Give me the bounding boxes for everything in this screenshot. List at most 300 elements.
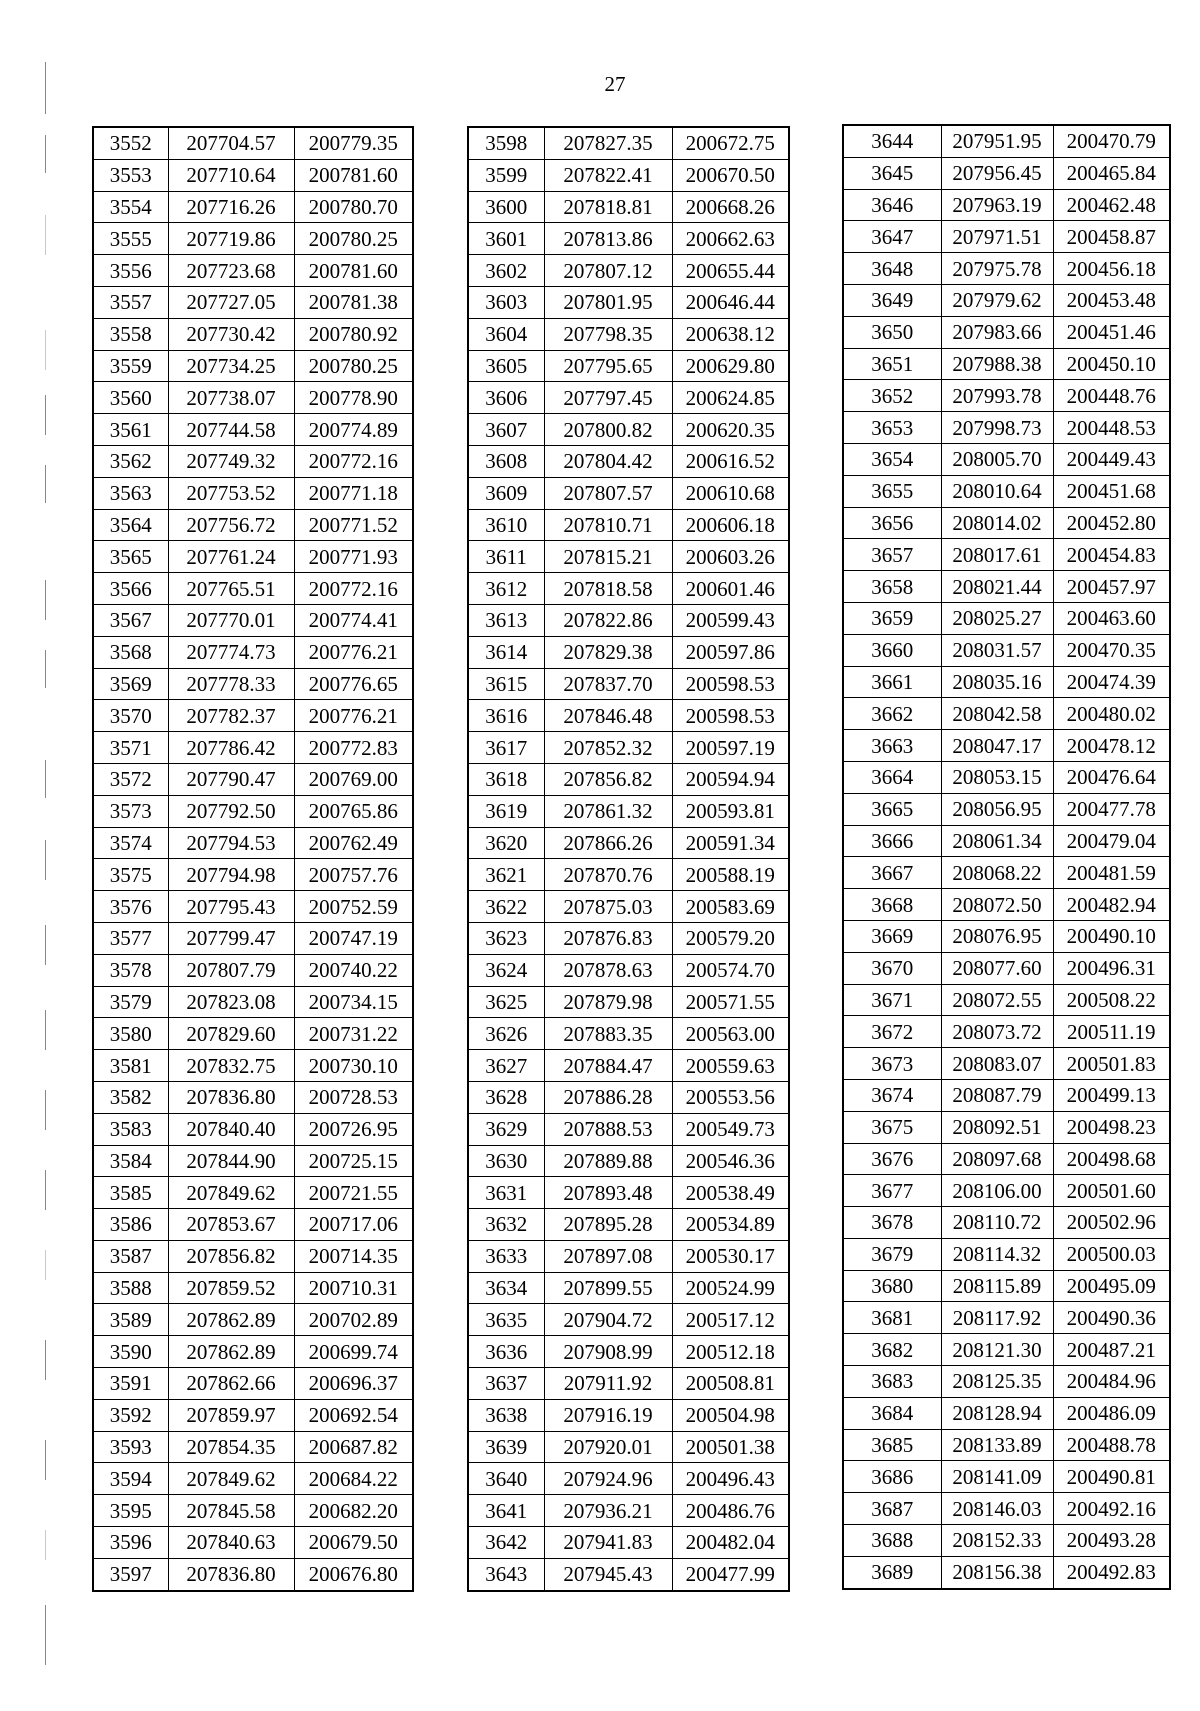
x-coordinate-cell: 207983.66 bbox=[941, 316, 1053, 348]
y-coordinate-cell: 200501.38 bbox=[672, 1431, 789, 1463]
point-id-cell: 3611 bbox=[468, 541, 544, 573]
point-id-cell: 3628 bbox=[468, 1081, 544, 1113]
margin-mark bbox=[45, 395, 46, 435]
x-coordinate-cell: 207854.35 bbox=[168, 1431, 294, 1463]
margin-mark bbox=[45, 1340, 46, 1380]
point-id-cell: 3659 bbox=[843, 602, 941, 634]
point-id-cell: 3605 bbox=[468, 350, 544, 382]
table-row bbox=[843, 1556, 1170, 1588]
y-coordinate-cell: 200687.82 bbox=[294, 1431, 413, 1463]
y-coordinate-cell: 200508.22 bbox=[1053, 984, 1170, 1016]
y-coordinate-cell: 200490.36 bbox=[1053, 1302, 1170, 1334]
table-row bbox=[93, 1240, 413, 1272]
x-coordinate-cell: 207798.35 bbox=[544, 318, 672, 350]
x-coordinate-cell: 207856.82 bbox=[544, 763, 672, 795]
y-coordinate-cell: 200730.10 bbox=[294, 1050, 413, 1082]
x-coordinate-cell: 207897.08 bbox=[544, 1240, 672, 1272]
y-coordinate-cell: 200500.03 bbox=[1053, 1238, 1170, 1270]
table-row bbox=[468, 1018, 789, 1050]
y-coordinate-cell: 200765.86 bbox=[294, 795, 413, 827]
point-id-cell: 3676 bbox=[843, 1143, 941, 1175]
y-coordinate-cell: 200451.46 bbox=[1053, 316, 1170, 348]
table-row bbox=[843, 1525, 1170, 1557]
y-coordinate-cell: 200676.80 bbox=[294, 1558, 413, 1590]
table-row bbox=[843, 1111, 1170, 1143]
x-coordinate-cell: 207792.50 bbox=[168, 795, 294, 827]
x-coordinate-cell: 207861.32 bbox=[544, 795, 672, 827]
x-coordinate-cell: 208010.64 bbox=[941, 475, 1053, 507]
point-id-cell: 3635 bbox=[468, 1304, 544, 1336]
margin-mark bbox=[45, 1250, 46, 1280]
y-coordinate-cell: 200779.35 bbox=[294, 127, 413, 159]
y-coordinate-cell: 200762.49 bbox=[294, 827, 413, 859]
table-row bbox=[843, 730, 1170, 762]
x-coordinate-cell: 207782.37 bbox=[168, 700, 294, 732]
table-row bbox=[93, 859, 413, 891]
point-id-cell: 3608 bbox=[468, 445, 544, 477]
y-coordinate-cell: 200549.73 bbox=[672, 1113, 789, 1145]
table-row bbox=[843, 1461, 1170, 1493]
table-row bbox=[93, 763, 413, 795]
table-row bbox=[468, 1240, 789, 1272]
table-row bbox=[93, 223, 413, 255]
table-row bbox=[843, 698, 1170, 730]
y-coordinate-cell: 200731.22 bbox=[294, 1018, 413, 1050]
point-id-cell: 3675 bbox=[843, 1111, 941, 1143]
table-row bbox=[468, 1081, 789, 1113]
x-coordinate-cell: 208114.32 bbox=[941, 1238, 1053, 1270]
table-row bbox=[93, 286, 413, 318]
y-coordinate-cell: 200610.68 bbox=[672, 477, 789, 509]
x-coordinate-cell: 207815.21 bbox=[544, 541, 672, 573]
y-coordinate-cell: 200512.18 bbox=[672, 1336, 789, 1368]
table-row bbox=[93, 1209, 413, 1241]
y-coordinate-cell: 200498.23 bbox=[1053, 1111, 1170, 1143]
point-id-cell: 3632 bbox=[468, 1209, 544, 1241]
x-coordinate-cell: 207956.45 bbox=[941, 157, 1053, 189]
point-id-cell: 3646 bbox=[843, 189, 941, 221]
y-coordinate-cell: 200482.04 bbox=[672, 1527, 789, 1559]
table-row bbox=[843, 1366, 1170, 1398]
x-coordinate-cell: 207716.26 bbox=[168, 191, 294, 223]
point-id-cell: 3657 bbox=[843, 539, 941, 571]
point-id-cell: 3569 bbox=[93, 668, 168, 700]
y-coordinate-cell: 200597.86 bbox=[672, 636, 789, 668]
x-coordinate-cell: 207911.92 bbox=[544, 1368, 672, 1400]
point-id-cell: 3684 bbox=[843, 1397, 941, 1429]
point-id-cell: 3653 bbox=[843, 412, 941, 444]
x-coordinate-cell: 207804.42 bbox=[544, 445, 672, 477]
x-coordinate-cell: 207807.12 bbox=[544, 255, 672, 287]
table-row bbox=[468, 1209, 789, 1241]
y-coordinate-cell: 200490.81 bbox=[1053, 1461, 1170, 1493]
x-coordinate-cell: 207770.01 bbox=[168, 604, 294, 636]
table-row bbox=[843, 1493, 1170, 1525]
x-coordinate-cell: 208117.92 bbox=[941, 1302, 1053, 1334]
margin-mark bbox=[45, 1530, 46, 1560]
table-row bbox=[843, 539, 1170, 571]
x-coordinate-cell: 208115.89 bbox=[941, 1270, 1053, 1302]
y-coordinate-cell: 200477.99 bbox=[672, 1558, 789, 1590]
point-id-cell: 3621 bbox=[468, 859, 544, 891]
point-id-cell: 3557 bbox=[93, 286, 168, 318]
point-id-cell: 3602 bbox=[468, 255, 544, 287]
point-id-cell: 3618 bbox=[468, 763, 544, 795]
y-coordinate-cell: 200717.06 bbox=[294, 1209, 413, 1241]
point-id-cell: 3554 bbox=[93, 191, 168, 223]
point-id-cell: 3556 bbox=[93, 255, 168, 287]
page-number: 27 bbox=[604, 72, 626, 96]
x-coordinate-cell: 208072.50 bbox=[941, 889, 1053, 921]
table-row bbox=[93, 1272, 413, 1304]
x-coordinate-cell: 207893.48 bbox=[544, 1177, 672, 1209]
point-id-cell: 3597 bbox=[93, 1558, 168, 1590]
margin-mark bbox=[45, 135, 46, 173]
y-coordinate-cell: 200559.63 bbox=[672, 1050, 789, 1082]
point-id-cell: 3689 bbox=[843, 1556, 941, 1588]
y-coordinate-cell: 200495.09 bbox=[1053, 1270, 1170, 1302]
x-coordinate-cell: 208073.72 bbox=[941, 1016, 1053, 1048]
table-row bbox=[468, 922, 789, 954]
table-row bbox=[843, 1397, 1170, 1429]
x-coordinate-cell: 207971.51 bbox=[941, 221, 1053, 253]
table-row bbox=[468, 159, 789, 191]
y-coordinate-cell: 200662.63 bbox=[672, 223, 789, 255]
table-row bbox=[468, 1463, 789, 1495]
x-coordinate-cell: 207829.38 bbox=[544, 636, 672, 668]
table-row bbox=[93, 318, 413, 350]
point-id-cell: 3577 bbox=[93, 922, 168, 954]
point-id-cell: 3633 bbox=[468, 1240, 544, 1272]
x-coordinate-cell: 207846.48 bbox=[544, 700, 672, 732]
y-coordinate-cell: 200571.55 bbox=[672, 986, 789, 1018]
table-row bbox=[93, 1495, 413, 1527]
x-coordinate-cell: 207734.25 bbox=[168, 350, 294, 382]
table-row bbox=[843, 475, 1170, 507]
point-id-cell: 3630 bbox=[468, 1145, 544, 1177]
point-id-cell: 3683 bbox=[843, 1366, 941, 1398]
table-row bbox=[843, 1048, 1170, 1080]
point-id-cell: 3673 bbox=[843, 1048, 941, 1080]
point-id-cell: 3612 bbox=[468, 573, 544, 605]
table-row bbox=[843, 1238, 1170, 1270]
x-coordinate-cell: 208087.79 bbox=[941, 1079, 1053, 1111]
table-row bbox=[843, 920, 1170, 952]
point-id-cell: 3636 bbox=[468, 1336, 544, 1368]
x-coordinate-cell: 207849.62 bbox=[168, 1463, 294, 1495]
y-coordinate-cell: 200752.59 bbox=[294, 891, 413, 923]
table-row bbox=[843, 1175, 1170, 1207]
y-coordinate-cell: 200780.92 bbox=[294, 318, 413, 350]
y-coordinate-cell: 200776.21 bbox=[294, 636, 413, 668]
y-coordinate-cell: 200598.53 bbox=[672, 700, 789, 732]
table-row bbox=[93, 445, 413, 477]
point-id-cell: 3622 bbox=[468, 891, 544, 923]
x-coordinate-cell: 208076.95 bbox=[941, 920, 1053, 952]
point-id-cell: 3651 bbox=[843, 348, 941, 380]
point-id-cell: 3643 bbox=[468, 1558, 544, 1590]
point-id-cell: 3680 bbox=[843, 1270, 941, 1302]
x-coordinate-cell: 207840.63 bbox=[168, 1527, 294, 1559]
x-coordinate-cell: 207801.95 bbox=[544, 286, 672, 318]
point-id-cell: 3625 bbox=[468, 986, 544, 1018]
point-id-cell: 3669 bbox=[843, 920, 941, 952]
x-coordinate-cell: 208128.94 bbox=[941, 1397, 1053, 1429]
table-row bbox=[93, 1113, 413, 1145]
point-id-cell: 3641 bbox=[468, 1495, 544, 1527]
point-id-cell: 3613 bbox=[468, 604, 544, 636]
point-id-cell: 3593 bbox=[93, 1431, 168, 1463]
x-coordinate-cell: 207908.99 bbox=[544, 1336, 672, 1368]
point-id-cell: 3610 bbox=[468, 509, 544, 541]
point-id-cell: 3573 bbox=[93, 795, 168, 827]
x-coordinate-cell: 207993.78 bbox=[941, 380, 1053, 412]
y-coordinate-cell: 200458.87 bbox=[1053, 221, 1170, 253]
table-row bbox=[468, 859, 789, 891]
table-row bbox=[468, 1558, 789, 1590]
point-id-cell: 3576 bbox=[93, 891, 168, 923]
y-coordinate-cell: 200465.84 bbox=[1053, 157, 1170, 189]
y-coordinate-cell: 200538.49 bbox=[672, 1177, 789, 1209]
table-row bbox=[843, 761, 1170, 793]
y-coordinate-cell: 200470.79 bbox=[1053, 125, 1170, 157]
x-coordinate-cell: 207778.33 bbox=[168, 668, 294, 700]
table-row bbox=[468, 763, 789, 795]
table-row bbox=[93, 1336, 413, 1368]
x-coordinate-cell: 207936.21 bbox=[544, 1495, 672, 1527]
y-coordinate-cell: 200714.35 bbox=[294, 1240, 413, 1272]
table-row bbox=[93, 891, 413, 923]
point-id-cell: 3678 bbox=[843, 1207, 941, 1239]
x-coordinate-cell: 207753.52 bbox=[168, 477, 294, 509]
table-row bbox=[93, 1399, 413, 1431]
table-row bbox=[843, 253, 1170, 285]
point-id-cell: 3582 bbox=[93, 1081, 168, 1113]
point-id-cell: 3570 bbox=[93, 700, 168, 732]
point-id-cell: 3626 bbox=[468, 1018, 544, 1050]
x-coordinate-cell: 208014.02 bbox=[941, 507, 1053, 539]
point-id-cell: 3671 bbox=[843, 984, 941, 1016]
x-coordinate-cell: 207818.81 bbox=[544, 191, 672, 223]
point-id-cell: 3629 bbox=[468, 1113, 544, 1145]
y-coordinate-cell: 200638.12 bbox=[672, 318, 789, 350]
point-id-cell: 3649 bbox=[843, 284, 941, 316]
point-id-cell: 3561 bbox=[93, 414, 168, 446]
y-coordinate-cell: 200629.80 bbox=[672, 350, 789, 382]
y-coordinate-cell: 200771.52 bbox=[294, 509, 413, 541]
y-coordinate-cell: 200448.53 bbox=[1053, 412, 1170, 444]
table-row bbox=[468, 1050, 789, 1082]
y-coordinate-cell: 200769.00 bbox=[294, 763, 413, 795]
point-id-cell: 3686 bbox=[843, 1461, 941, 1493]
x-coordinate-cell: 207807.79 bbox=[168, 954, 294, 986]
x-coordinate-cell: 207822.41 bbox=[544, 159, 672, 191]
y-coordinate-cell: 200451.68 bbox=[1053, 475, 1170, 507]
table-row bbox=[843, 666, 1170, 698]
x-coordinate-cell: 207884.47 bbox=[544, 1050, 672, 1082]
table-row bbox=[468, 700, 789, 732]
point-id-cell: 3665 bbox=[843, 793, 941, 825]
y-coordinate-cell: 200452.80 bbox=[1053, 507, 1170, 539]
margin-mark bbox=[45, 1605, 46, 1665]
point-id-cell: 3600 bbox=[468, 191, 544, 223]
table-row bbox=[468, 1495, 789, 1527]
point-id-cell: 3563 bbox=[93, 477, 168, 509]
y-coordinate-cell: 200511.19 bbox=[1053, 1016, 1170, 1048]
y-coordinate-cell: 200524.99 bbox=[672, 1272, 789, 1304]
table-row bbox=[468, 891, 789, 923]
y-coordinate-cell: 200481.59 bbox=[1053, 857, 1170, 889]
point-id-cell: 3663 bbox=[843, 730, 941, 762]
x-coordinate-cell: 207832.75 bbox=[168, 1050, 294, 1082]
margin-mark bbox=[45, 62, 46, 114]
point-id-cell: 3623 bbox=[468, 922, 544, 954]
x-coordinate-cell: 207951.95 bbox=[941, 125, 1053, 157]
x-coordinate-cell: 207774.73 bbox=[168, 636, 294, 668]
table-row bbox=[468, 541, 789, 573]
x-coordinate-cell: 208146.03 bbox=[941, 1493, 1053, 1525]
point-id-cell: 3677 bbox=[843, 1175, 941, 1207]
table-row bbox=[468, 414, 789, 446]
table-row bbox=[93, 414, 413, 446]
point-id-cell: 3688 bbox=[843, 1525, 941, 1557]
table-row bbox=[468, 1399, 789, 1431]
y-coordinate-cell: 200502.96 bbox=[1053, 1207, 1170, 1239]
point-id-cell: 3572 bbox=[93, 763, 168, 795]
y-coordinate-cell: 200463.60 bbox=[1053, 602, 1170, 634]
y-coordinate-cell: 200474.39 bbox=[1053, 666, 1170, 698]
y-coordinate-cell: 200740.22 bbox=[294, 954, 413, 986]
y-coordinate-cell: 200496.31 bbox=[1053, 952, 1170, 984]
point-id-cell: 3656 bbox=[843, 507, 941, 539]
y-coordinate-cell: 200757.76 bbox=[294, 859, 413, 891]
point-id-cell: 3567 bbox=[93, 604, 168, 636]
point-id-cell: 3682 bbox=[843, 1334, 941, 1366]
point-id-cell: 3670 bbox=[843, 952, 941, 984]
point-id-cell: 3552 bbox=[93, 127, 168, 159]
point-id-cell: 3575 bbox=[93, 859, 168, 891]
x-coordinate-cell: 207818.58 bbox=[544, 573, 672, 605]
y-coordinate-cell: 200771.18 bbox=[294, 477, 413, 509]
point-id-cell: 3581 bbox=[93, 1050, 168, 1082]
x-coordinate-cell: 207866.26 bbox=[544, 827, 672, 859]
point-id-cell: 3619 bbox=[468, 795, 544, 827]
y-coordinate-cell: 200449.43 bbox=[1053, 443, 1170, 475]
point-id-cell: 3558 bbox=[93, 318, 168, 350]
y-coordinate-cell: 200453.48 bbox=[1053, 284, 1170, 316]
y-coordinate-cell: 200781.38 bbox=[294, 286, 413, 318]
x-coordinate-cell: 207765.51 bbox=[168, 573, 294, 605]
y-coordinate-cell: 200624.85 bbox=[672, 382, 789, 414]
x-coordinate-cell: 207920.01 bbox=[544, 1431, 672, 1463]
y-coordinate-cell: 200488.78 bbox=[1053, 1429, 1170, 1461]
y-coordinate-cell: 200456.18 bbox=[1053, 253, 1170, 285]
x-coordinate-cell: 207941.83 bbox=[544, 1527, 672, 1559]
x-coordinate-cell: 208097.68 bbox=[941, 1143, 1053, 1175]
table-row bbox=[843, 571, 1170, 603]
table-row bbox=[843, 793, 1170, 825]
point-id-cell: 3639 bbox=[468, 1431, 544, 1463]
y-coordinate-cell: 200477.78 bbox=[1053, 793, 1170, 825]
table-row bbox=[93, 255, 413, 287]
table-row bbox=[468, 1177, 789, 1209]
table-row bbox=[468, 954, 789, 986]
table-row bbox=[93, 795, 413, 827]
y-coordinate-cell: 200781.60 bbox=[294, 159, 413, 191]
point-id-cell: 3666 bbox=[843, 825, 941, 857]
x-coordinate-cell: 208125.35 bbox=[941, 1366, 1053, 1398]
x-coordinate-cell: 208047.17 bbox=[941, 730, 1053, 762]
y-coordinate-cell: 200679.50 bbox=[294, 1527, 413, 1559]
y-coordinate-cell: 200646.44 bbox=[672, 286, 789, 318]
y-coordinate-cell: 200480.02 bbox=[1053, 698, 1170, 730]
table-row bbox=[468, 318, 789, 350]
x-coordinate-cell: 207845.58 bbox=[168, 1495, 294, 1527]
y-coordinate-cell: 200490.10 bbox=[1053, 920, 1170, 952]
y-coordinate-cell: 200771.93 bbox=[294, 541, 413, 573]
x-coordinate-cell: 207719.86 bbox=[168, 223, 294, 255]
y-coordinate-cell: 200593.81 bbox=[672, 795, 789, 827]
point-id-cell: 3564 bbox=[93, 509, 168, 541]
table-row bbox=[93, 573, 413, 605]
point-id-cell: 3679 bbox=[843, 1238, 941, 1270]
table-row bbox=[93, 1431, 413, 1463]
point-id-cell: 3599 bbox=[468, 159, 544, 191]
point-id-cell: 3592 bbox=[93, 1399, 168, 1431]
point-id-cell: 3574 bbox=[93, 827, 168, 859]
x-coordinate-cell: 207844.90 bbox=[168, 1145, 294, 1177]
x-coordinate-cell: 208056.95 bbox=[941, 793, 1053, 825]
table-row bbox=[468, 286, 789, 318]
y-coordinate-cell: 200479.04 bbox=[1053, 825, 1170, 857]
point-id-cell: 3631 bbox=[468, 1177, 544, 1209]
x-coordinate-cell: 207710.64 bbox=[168, 159, 294, 191]
table-row bbox=[843, 1079, 1170, 1111]
y-coordinate-cell: 200655.44 bbox=[672, 255, 789, 287]
table-row bbox=[843, 634, 1170, 666]
y-coordinate-cell: 200492.83 bbox=[1053, 1556, 1170, 1588]
point-id-cell: 3655 bbox=[843, 475, 941, 507]
y-coordinate-cell: 200591.34 bbox=[672, 827, 789, 859]
table-row bbox=[843, 1016, 1170, 1048]
y-coordinate-cell: 200486.76 bbox=[672, 1495, 789, 1527]
point-id-cell: 3650 bbox=[843, 316, 941, 348]
x-coordinate-cell: 207853.67 bbox=[168, 1209, 294, 1241]
x-coordinate-cell: 207840.40 bbox=[168, 1113, 294, 1145]
point-id-cell: 3588 bbox=[93, 1272, 168, 1304]
x-coordinate-cell: 207859.52 bbox=[168, 1272, 294, 1304]
table-row bbox=[468, 477, 789, 509]
y-coordinate-cell: 200553.56 bbox=[672, 1081, 789, 1113]
point-id-cell: 3589 bbox=[93, 1304, 168, 1336]
table-row bbox=[93, 541, 413, 573]
table-row bbox=[843, 602, 1170, 634]
table-row bbox=[93, 1018, 413, 1050]
table-row bbox=[468, 127, 789, 159]
point-id-cell: 3579 bbox=[93, 986, 168, 1018]
point-id-cell: 3607 bbox=[468, 414, 544, 446]
y-coordinate-cell: 200776.65 bbox=[294, 668, 413, 700]
table-row bbox=[93, 827, 413, 859]
x-coordinate-cell: 207730.42 bbox=[168, 318, 294, 350]
x-coordinate-cell: 208035.16 bbox=[941, 666, 1053, 698]
y-coordinate-cell: 200448.76 bbox=[1053, 380, 1170, 412]
table-row bbox=[468, 1304, 789, 1336]
y-coordinate-cell: 200476.64 bbox=[1053, 761, 1170, 793]
x-coordinate-cell: 208025.27 bbox=[941, 602, 1053, 634]
point-id-cell: 3590 bbox=[93, 1336, 168, 1368]
table-row bbox=[93, 1177, 413, 1209]
